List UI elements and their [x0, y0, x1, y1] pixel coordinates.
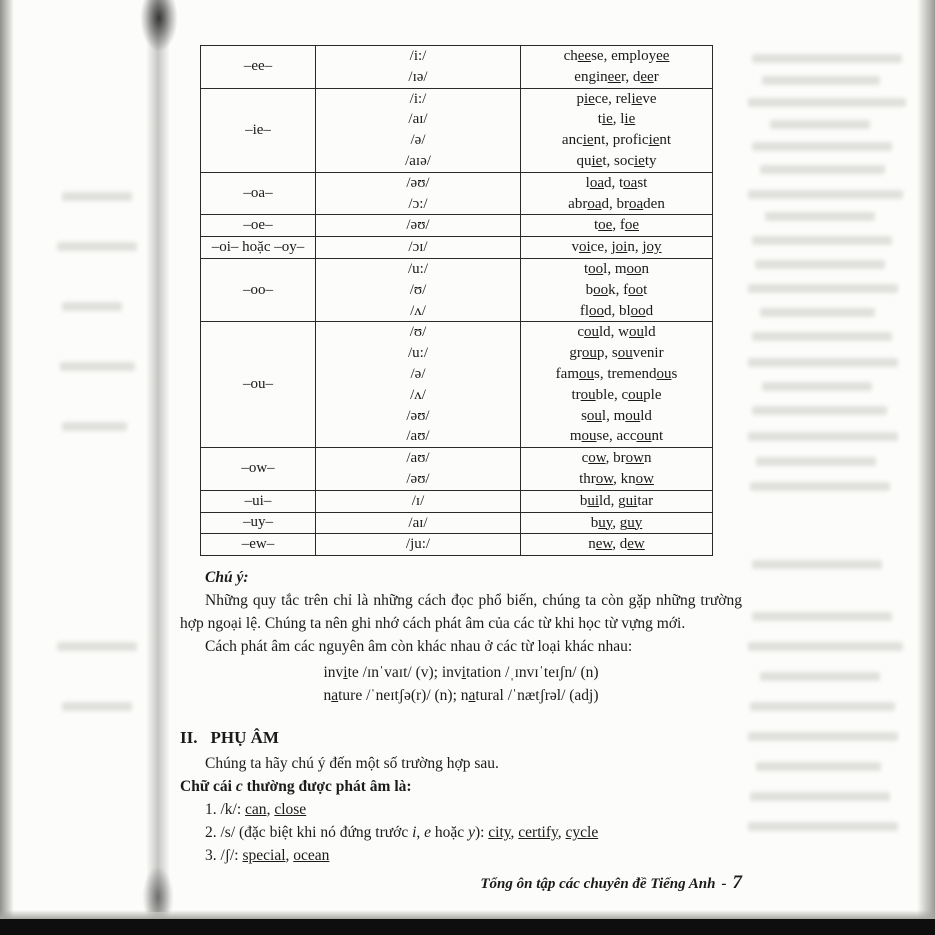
rule-item-2: 2. /s/ (đặc biệt khi nó đứng trước i, e hoặc y): city, certify, cycle [205, 824, 599, 841]
ipa-value: /ʌ/ [410, 302, 426, 319]
ipa-value: /aɪ/ [408, 111, 428, 128]
ipa-value: /əʊ/ [406, 470, 430, 487]
footer-book-title: Tổng ôn tập các chuyên đề Tiếng Anh [480, 876, 716, 892]
bleed-artifact [755, 260, 885, 269]
examples-cell [521, 512, 713, 534]
bleed-artifact [760, 672, 880, 681]
vowel-pronunciation-table [200, 45, 713, 556]
ipa-value: /ɔɪ/ [408, 239, 428, 256]
bleed-artifact [57, 242, 137, 251]
bleed-artifact [748, 732, 898, 741]
ipa-value: /ə/ [410, 365, 426, 382]
bleed-artifact [60, 362, 135, 371]
ipa-cell [316, 490, 521, 512]
example-words: ancient, proficient [561, 132, 672, 149]
section-heading [180, 726, 742, 750]
ipa-cell [316, 258, 521, 321]
vowel-group-row [201, 512, 713, 534]
ipa-cell [316, 322, 521, 448]
example-words: new, dew [588, 536, 645, 553]
examples-cell [521, 322, 713, 448]
scan-bottom-edge [0, 919, 935, 935]
ipa-cell [316, 172, 521, 215]
example-words: mouse, account [569, 428, 664, 445]
ipa-value: /ə/ [410, 132, 426, 149]
bleed-artifact [748, 642, 903, 651]
example-words: soul, mould [581, 407, 652, 424]
bleed-artifact [752, 612, 892, 621]
example-words: quiet, society [576, 152, 657, 169]
bleed-artifact [748, 358, 898, 367]
rule-item-3: 3. /ʃ/: special, ocean [205, 847, 330, 864]
ipa-value: /əʊ/ [406, 174, 430, 191]
bleed-artifact [750, 702, 895, 711]
examples-cell [521, 46, 713, 89]
examples-cell [521, 88, 713, 172]
vowel-group-row [201, 322, 713, 448]
bleed-artifact [762, 382, 872, 391]
ipa-value: /ʊ/ [409, 281, 427, 298]
bleed-artifact [62, 192, 132, 201]
ipa-cell [316, 512, 521, 534]
example-words: could, would [577, 324, 656, 341]
notes-section [180, 566, 742, 707]
bleed-artifact [750, 792, 890, 801]
letter-combo-cell: –oo– [201, 258, 316, 321]
section-number: II. [180, 728, 198, 747]
page-footer [480, 872, 742, 895]
rule-items [205, 798, 742, 867]
letter-combo-cell: –oe– [201, 215, 316, 237]
bleed-artifact [57, 642, 137, 651]
ipa-value: /aʊ/ [406, 450, 430, 467]
bleed-artifact [62, 302, 122, 311]
consonant-section [180, 726, 742, 867]
example-words: cow, brown [581, 450, 652, 467]
example-words: famous, tremendous [555, 365, 678, 382]
examples-cell [521, 490, 713, 512]
example-words: flood, blood [579, 302, 654, 319]
example-words: build, guitar [579, 492, 654, 509]
letter-combo-cell: –oi– hoặc –oy– [201, 237, 316, 259]
note-paragraph-2: Cách phát âm các nguyên âm còn khác nhau ở các từ loại khác nhau: [205, 638, 633, 655]
vowel-group-row [201, 46, 713, 89]
example-words: piece, relieve [576, 90, 657, 107]
example-words: trouble, couple [571, 386, 662, 403]
bleed-artifact [756, 457, 876, 466]
vowel-group-row [201, 237, 713, 259]
ipa-value: /u:/ [407, 345, 428, 362]
ipa-value: /u:/ [407, 260, 428, 277]
letter-combo-cell: –ou– [201, 322, 316, 448]
vowel-group-row [201, 490, 713, 512]
example-words: cheese, employee [563, 48, 670, 64]
bleed-artifact [760, 308, 875, 317]
examples-cell [521, 215, 713, 237]
example-words: group, souvenir [569, 345, 664, 362]
bleed-artifact [765, 212, 875, 221]
bleed-artifact [748, 284, 898, 293]
letter-combo-cell: –uy– [201, 512, 316, 534]
bleed-artifact [756, 762, 881, 771]
vowel-group-row [201, 258, 713, 321]
ipa-value: /ju:/ [405, 536, 431, 553]
note-paragraph-1: Những quy tắc trên chỉ là những cách đọc phổ biến, chúng ta còn gặp những trường hợp ngoại lệ. Chúng ta nên ghi nhớ cách phát âm của các từ khi học từ vựng mới. [180, 592, 742, 632]
ipa-value: /aʊ/ [406, 428, 430, 445]
vowel-table-body [201, 46, 713, 556]
vowel-group-row [201, 534, 713, 556]
ipa-cell [316, 46, 521, 89]
ipa-value: /i:/ [409, 90, 427, 107]
rule-title: Chữ cái c thường được phát âm là: [180, 778, 412, 795]
example-words: load, toast [585, 174, 648, 191]
bleed-artifact [752, 406, 887, 415]
ipa-value: /aɪə/ [405, 152, 431, 169]
ipa-cell [316, 88, 521, 172]
ipa-value: /əʊ/ [406, 217, 430, 234]
example-words: voice, join, joy [571, 239, 662, 256]
bleed-artifact [770, 120, 870, 129]
ipa-cell [316, 237, 521, 259]
bleed-artifact [750, 482, 890, 491]
pronunciation-example-1: invite /ɪnˈvaɪt/ (v); invitation /ˌɪnvɪˈteɪʃn/ (n) [323, 664, 599, 681]
ipa-cell [316, 448, 521, 491]
vowel-group-row [201, 172, 713, 215]
bleed-artifact [760, 165, 885, 174]
bleed-artifact [752, 236, 892, 245]
bleed-artifact [748, 98, 906, 107]
page-gutter-shadow [146, 0, 170, 912]
letter-combo-cell: –ui– [201, 490, 316, 512]
example-words: toe, foe [593, 217, 639, 234]
page-number: 7 [732, 872, 742, 893]
ipa-value: /i:/ [409, 48, 427, 64]
ipa-value: /ɪ/ [411, 492, 425, 509]
ipa-value: /ɔ:/ [408, 195, 428, 212]
vowel-group-row [201, 448, 713, 491]
bleed-artifact [752, 332, 892, 341]
bleed-artifact [762, 76, 880, 85]
bleed-artifact [752, 54, 902, 63]
examples-cell [521, 237, 713, 259]
vowel-group-row [201, 88, 713, 172]
scan-bottom-shadow [0, 910, 935, 919]
footer-separator: - [721, 876, 727, 892]
bleed-artifact [62, 422, 127, 431]
scan-right-edge [917, 0, 935, 935]
vowel-group-row [201, 215, 713, 237]
letter-combo-cell: –ee– [201, 46, 316, 89]
bleed-artifact [748, 432, 898, 441]
examples-cell [521, 448, 713, 491]
example-words: buy, guy [590, 514, 643, 531]
letter-combo-cell: –oa– [201, 172, 316, 215]
examples-cell [521, 258, 713, 321]
examples-cell [521, 172, 713, 215]
rule-item-1: 1. /k/: can, close [205, 801, 307, 818]
ipa-value: /əʊ/ [406, 407, 430, 424]
example-words: book, foot [585, 281, 648, 298]
pronunciation-example-2: nature /ˈneɪtʃə(r)/ (n); natural /ˈnætʃrəl/ (adj) [323, 687, 599, 704]
section-intro: Chúng ta hãy chú ý đến một số trường hợp sau. [205, 755, 499, 772]
bleed-artifact [752, 142, 892, 151]
bleed-artifact [62, 702, 132, 711]
ipa-value: /ʌ/ [410, 386, 426, 403]
example-words: tie, lie [597, 111, 636, 128]
letter-combo-cell: –ie– [201, 88, 316, 172]
page-gutter-shadow-top [140, 0, 178, 52]
example-words: engineer, deer [574, 68, 659, 85]
ipa-cell [316, 215, 521, 237]
bleed-artifact [752, 560, 882, 569]
ipa-value: /aɪ/ [408, 514, 428, 531]
section-title: PHỤ ÂM [210, 728, 279, 747]
ipa-value: /ɪə/ [408, 68, 428, 85]
bleed-artifact [748, 190, 903, 199]
note-title: Chú ý: [205, 569, 249, 586]
examples-cell [521, 534, 713, 556]
letter-combo-cell: –ow– [201, 448, 316, 491]
bleed-artifact [748, 822, 898, 831]
ipa-cell [316, 534, 521, 556]
scan-left-edge [0, 0, 14, 935]
example-words: throw, know [579, 470, 654, 487]
letter-combo-cell: –ew– [201, 534, 316, 556]
example-words: abroad, broaden [568, 195, 665, 212]
ipa-value: /ʊ/ [409, 324, 427, 341]
example-words: tool, moon [583, 260, 649, 277]
